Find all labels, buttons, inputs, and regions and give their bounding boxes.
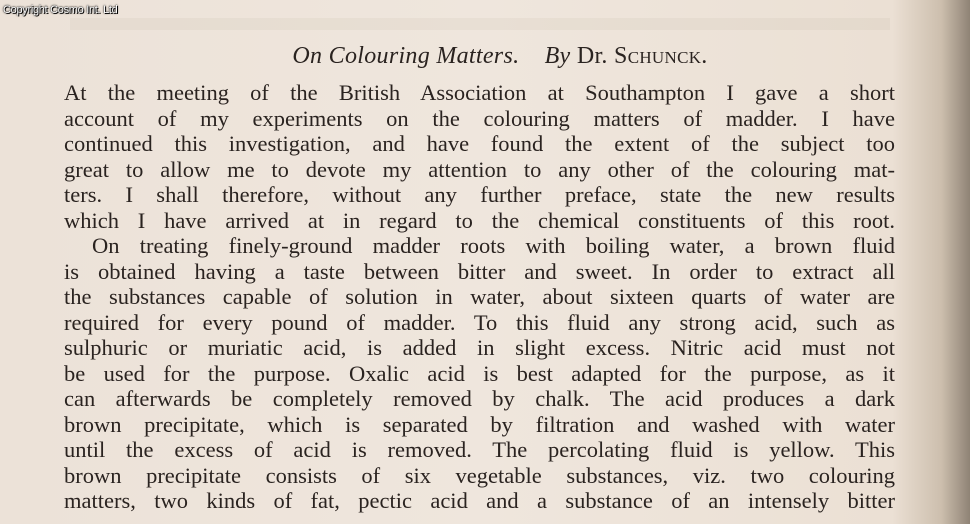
text-line: until the excess of acid is removed. The percolating fluid is yellow. This	[64, 437, 895, 462]
text-line: is obtained having a taste between bitter and sweet. In order to extract all	[64, 258, 895, 284]
author-name: Schunck.	[614, 43, 708, 69]
article-title	[0, 42, 970, 70]
title-text: On Colouring Matters.	[292, 43, 520, 69]
text-line: brown precipitate, which is separated by filtration and washed with water	[64, 411, 895, 437]
text-line: matters, two kinds of fat, pectic acid and a substance of an intensely bitter	[64, 488, 895, 513]
text-line: be used for the purpose. Oxalic acid is best adapted for the purpose, as it	[64, 360, 895, 386]
text-line: ters. I shall therefore, without any further preface, state the new results	[64, 182, 895, 207]
text-line: great to allow me to devote my attention to any other of the colouring mat-	[64, 156, 895, 182]
by-text: By	[544, 43, 571, 69]
text-line: which I have arrived at in regard to the chemical constituents of this root.	[64, 207, 895, 233]
text-line: account of my experiments on the colouring matters of madder. I have	[64, 105, 895, 131]
text-line: required for every pound of madder. To this fluid any strong acid, such as	[64, 309, 895, 335]
author-prefix: Dr.	[576, 43, 608, 69]
text-line: continued this investigation, and have found the extent of the subject too	[64, 131, 895, 156]
copyright-watermark: Copyright Cosmo Int. Ltd	[3, 4, 118, 16]
text-line: On treating finely-ground madder roots with boiling water, a brown fluid	[92, 233, 895, 258]
text-line: can afterwards be completely removed by chalk. The acid produces a dark	[64, 386, 895, 411]
text-line: At the meeting of the British Association at Southampton I gave a short	[64, 80, 895, 105]
bleed-through	[70, 18, 890, 30]
text-line: brown precipitate consists of six vegetable substances, viz. two colouring	[64, 462, 895, 488]
text-line: the substances capable of solution in water, about sixteen quarts of water are	[64, 284, 895, 309]
text-line: sulphuric or muriatic acid, is added in slight excess. Nitric acid must not	[64, 335, 895, 360]
article-body	[64, 80, 895, 514]
